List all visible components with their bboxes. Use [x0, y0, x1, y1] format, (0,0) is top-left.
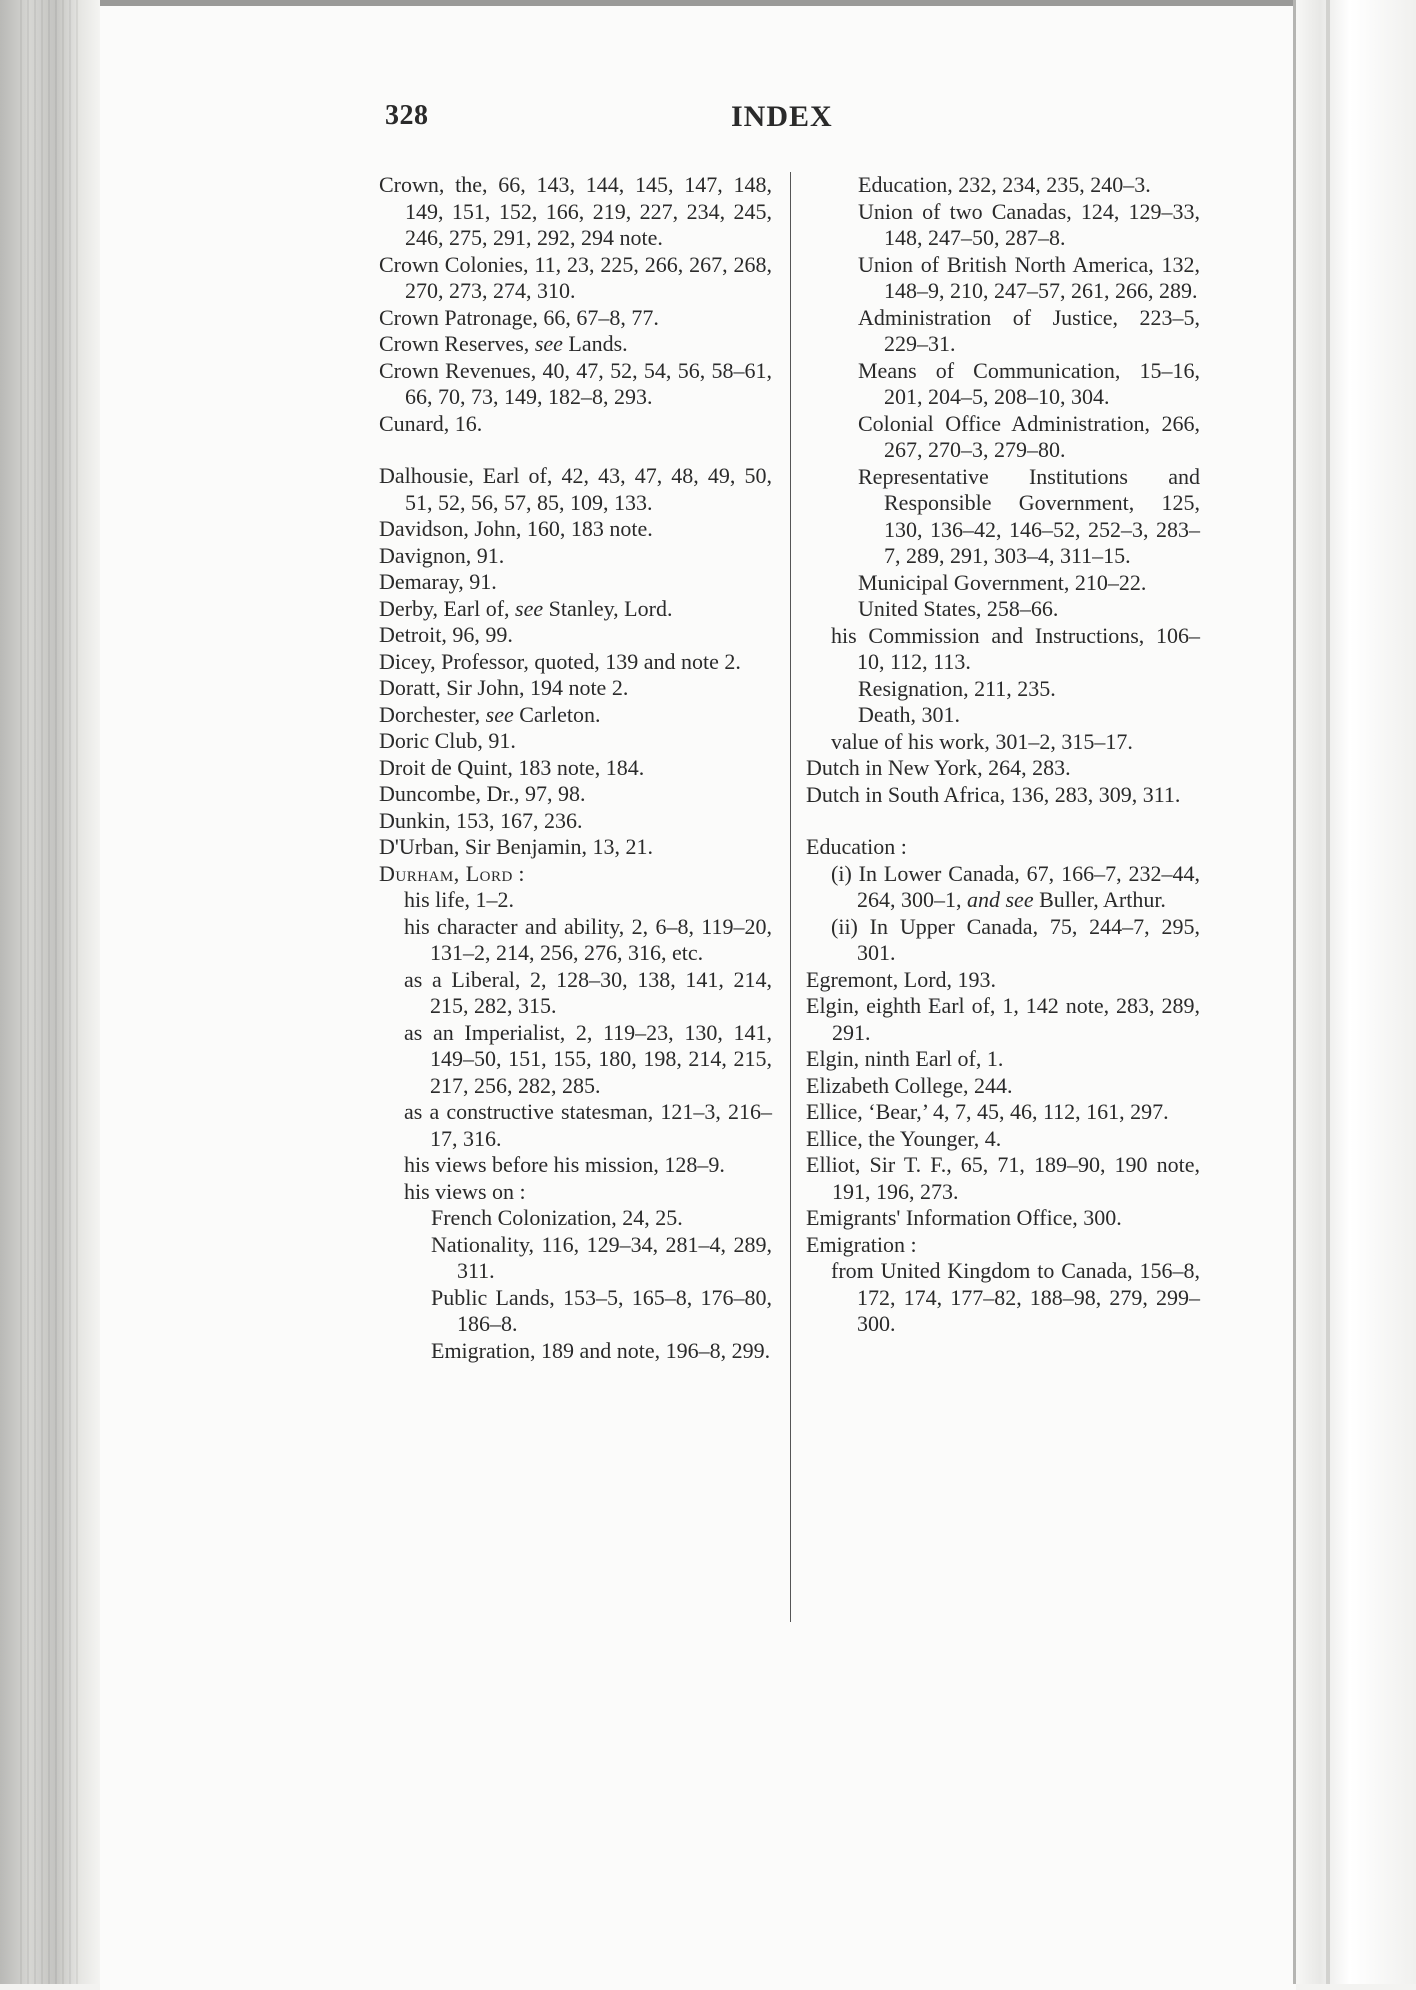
index-entry: his views before his mission, 128–9.	[404, 1152, 725, 1177]
index-entry: Death, 301.	[858, 702, 961, 727]
index-entry: his Commission and Instructions, 106–10, 112, 113.	[831, 622, 1200, 674]
index-entry: Egremont, Lord, 193.	[806, 966, 997, 992]
index-entry: Dicey, Professor, quoted, 139 and note 2.	[379, 648, 741, 674]
book-fore-edge	[1293, 0, 1416, 1984]
entry-text: (i) In Lower Canada, 67, 166–7, 232–44, 264, 300–1,	[831, 860, 1200, 912]
index-entry: value of his work, 301–2, 315–17.	[831, 728, 1133, 754]
entry-heading-smallcaps: Durham, Lord	[379, 860, 513, 886]
index-entry: Davidson, John, 160, 183 note.	[379, 516, 653, 541]
index-entry: Representative Institutions and Responsible Government, 125, 130, 136–42, 146–52, 252–3, 283–7, 289, 291, 303–4, 311–15.	[858, 463, 1200, 568]
index-entry: Nationality, 116, 129–34, 281–4, 289, 311.	[431, 1231, 772, 1283]
index-entry: Municipal Government, 210–22.	[858, 569, 1147, 595]
index-entry: Davignon, 91.	[379, 542, 505, 568]
index-entry: Resignation, 211, 235.	[858, 675, 1056, 701]
running-head: INDEX	[731, 100, 833, 133]
index-entry	[379, 331, 772, 358]
index-entry: Crown Patronage, 66, 67–8, 77.	[379, 304, 659, 330]
index-entry: Elliot, Sir T. F., 65, 71, 189–90, 190 note, 191, 196, 273.	[806, 1152, 1200, 1204]
index-entry: Dalhousie, Earl of, 42, 43, 47, 48, 49, 50, 51, 52, 56, 57, 85, 109, 133.	[379, 463, 772, 515]
index-entry	[379, 702, 772, 729]
index-entry: Ellice, the Younger, 4.	[806, 1125, 1002, 1151]
cross-reference: see	[534, 331, 563, 356]
index-entry: Elgin, eighth Earl of, 1, 142 note, 283, 289, 291.	[806, 993, 1200, 1045]
index-entry: Doratt, Sir John, 194 note 2.	[379, 675, 629, 700]
index-entry: Public Lands, 153–5, 165–8, 176–80, 186–8.	[431, 1284, 772, 1336]
index-entry: Crown Revenues, 40, 47, 52, 54, 56, 58–61, 66, 70, 73, 149, 182–8, 293.	[379, 357, 772, 409]
index-entry	[379, 596, 772, 623]
index-entry: his views on :	[404, 1178, 526, 1204]
index-entry: his life, 1–2.	[404, 887, 514, 912]
entry-text: Buller, Arthur.	[1033, 887, 1166, 912]
index-entry: Cunard, 16.	[379, 410, 483, 436]
index-entry: Colonial Office Administration, 266, 267, 270–3, 279–80.	[858, 410, 1200, 462]
index-entry: Crown, the, 66, 143, 144, 145, 147, 148, 149, 151, 152, 166, 219, 227, 234, 245, 246, 275, 291, 292, 294 note.	[379, 172, 772, 250]
index-entry: as a Liberal, 2, 128–30, 138, 141, 214, 215, 282, 315.	[404, 966, 772, 1018]
column-divider	[790, 172, 791, 1622]
index-entry: Education :	[806, 834, 907, 859]
index-entry: D'Urban, Sir Benjamin, 13, 21.	[379, 834, 654, 859]
book-spine-edge	[0, 0, 100, 1984]
index-entry: Demaray, 91.	[379, 569, 497, 594]
page-number: 328	[385, 100, 429, 131]
index-entry: Duncombe, Dr., 97, 98.	[379, 781, 586, 806]
index-column-left	[379, 172, 772, 1364]
index-entry: Emigrants' Information Office, 300.	[806, 1205, 1122, 1230]
index-entry: Dutch in South Africa, 136, 283, 309, 311.	[806, 781, 1181, 807]
entry-text: Crown Reserves,	[379, 331, 535, 356]
index-entry: Doric Club, 91.	[379, 728, 516, 753]
index-entry: Union of British North America, 132, 148–9, 210, 247–57, 261, 266, 289.	[858, 251, 1200, 303]
cross-reference: see	[515, 595, 544, 621]
index-column-right	[806, 172, 1200, 1338]
entry-text: Lands.	[562, 331, 628, 356]
index-entry: as an Imperialist, 2, 119–23, 130, 141, 149–50, 151, 155, 180, 198, 214, 215, 217, 256, 282, 285.	[404, 1019, 772, 1098]
index-entry: Elizabeth College, 244.	[806, 1072, 1013, 1098]
index-entry: Union of two Canadas, 124, 129–33, 148, 247–50, 287–8.	[858, 198, 1200, 250]
index-entry: Education, 232, 234, 235, 240–3.	[858, 172, 1151, 197]
index-entry: Ellice, ‘Bear,’ 4, 7, 45, 46, 112, 161, 297.	[806, 1099, 1169, 1124]
index-entry: Administration of Justice, 223–5, 229–31.	[858, 304, 1200, 356]
section-gap	[806, 808, 1200, 834]
cross-reference: see	[485, 701, 514, 727]
index-entry: United States, 258–66.	[858, 596, 1059, 621]
index-entry: Dunkin, 153, 167, 236.	[379, 807, 583, 833]
entry-text: Dorchester,	[379, 701, 486, 727]
entry-text: Derby, Earl of,	[379, 595, 516, 621]
index-entry: as a constructive statesman, 121–3, 216–17, 316.	[404, 1099, 772, 1151]
section-gap	[379, 437, 772, 463]
index-entry: French Colonization, 24, 25.	[431, 1205, 683, 1230]
index-entry: Detroit, 96, 99.	[379, 622, 513, 647]
index-entry: his character and ability, 2, 6–8, 119–20, 131–2, 214, 256, 276, 316, etc.	[404, 913, 772, 965]
index-entry	[831, 861, 1200, 914]
index-entry: (ii) In Upper Canada, 75, 244–7, 295, 301.	[831, 913, 1200, 965]
page-header	[385, 100, 845, 140]
index-entry: Droit de Quint, 183 note, 184.	[379, 754, 645, 780]
index-entry: Elgin, ninth Earl of, 1.	[806, 1046, 1004, 1071]
index-entry: Emigration :	[806, 1231, 917, 1257]
entry-text: Stanley, Lord.	[543, 595, 673, 621]
index-entry: Crown Colonies, 11, 23, 225, 266, 267, 268, 270, 273, 274, 310.	[379, 251, 772, 303]
cross-reference: and see	[967, 887, 1034, 912]
index-entry: Dutch in New York, 264, 283.	[806, 755, 1071, 780]
index-entry: Means of Communication, 15–16, 201, 204–5, 208–10, 304.	[858, 357, 1200, 409]
index-entry: from United Kingdom to Canada, 156–8, 172, 174, 177–82, 188–98, 279, 299–300.	[831, 1258, 1200, 1336]
index-entry	[379, 861, 772, 888]
entry-text: :	[512, 860, 525, 886]
index-entry: Emigration, 189 and note, 196–8, 299.	[431, 1337, 771, 1363]
entry-text: Carleton.	[513, 701, 601, 727]
